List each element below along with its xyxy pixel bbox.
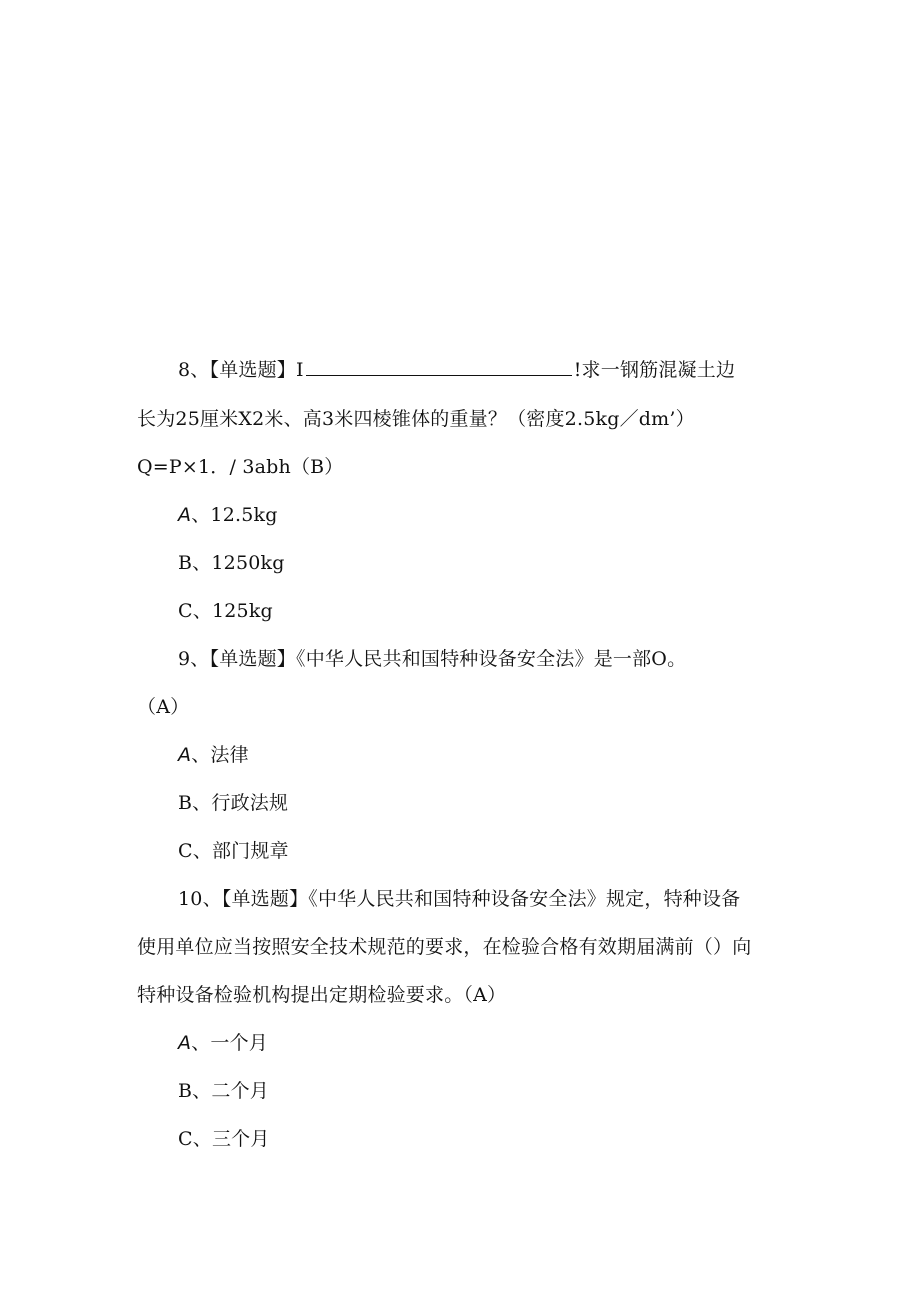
option-letter: A: [178, 504, 192, 526]
option-letter: C: [178, 600, 193, 622]
option-text: 、二个月: [192, 1080, 269, 1102]
question-9-line-1: 9、【单选题】《中华人民共和国特种设备安全法》是一部O。: [178, 648, 687, 670]
option-text: 、1250kg: [192, 552, 285, 574]
answer-blank: [306, 357, 572, 376]
question-8-line-2: 长为25厘米X2米、高3米四棱锥体的重量？（密度2.5kg／dm’）: [137, 408, 695, 430]
option-text: 、一个月: [191, 1032, 269, 1054]
question-8-head: 8、【单选题】I: [178, 359, 304, 381]
option-letter: B: [178, 552, 193, 574]
question-10-option-c: [178, 1126, 270, 1152]
option-letter: A: [178, 744, 192, 766]
question-10-line-2: 使用单位应当按照安全技术规范的要求，在检验合格有效期届满前（）向: [137, 936, 752, 958]
question-10-line-3: 特种设备检验机构提出定期检验要求。（A）: [137, 984, 507, 1006]
option-letter: B: [178, 792, 193, 814]
question-8-line-1: [178, 357, 735, 383]
option-text: 、125kg: [192, 600, 273, 622]
question-9-option-a: [178, 742, 249, 768]
option-text: 、法律: [191, 744, 249, 766]
question-8-option-a: [178, 502, 278, 528]
option-text: 、三个月: [192, 1128, 270, 1150]
question-8-option-c: [178, 598, 273, 624]
question-9-line-2: （A）: [137, 696, 190, 718]
option-letter: A: [178, 1032, 192, 1054]
option-text: 、12.5kg: [191, 504, 278, 526]
question-10-line-1: 10、【单选题】《中华人民共和国特种设备安全法》规定，特种设备: [178, 888, 741, 910]
question-8-option-b: [178, 550, 285, 576]
option-letter: C: [178, 840, 193, 862]
option-letter: C: [178, 1128, 193, 1150]
option-letter: B: [178, 1080, 193, 1102]
question-9-option-c: [178, 838, 289, 864]
question-8-line-3: Q=P×1．/ 3abh（B）: [137, 456, 344, 478]
option-text: 、部门规章: [192, 840, 289, 862]
option-text: 、行政法规: [192, 792, 289, 814]
question-9-option-b: [178, 790, 288, 816]
question-10-option-b: [178, 1078, 269, 1104]
question-10-option-a: [178, 1030, 268, 1056]
question-8-tail: !求一钢筋混凝土边: [573, 359, 736, 381]
